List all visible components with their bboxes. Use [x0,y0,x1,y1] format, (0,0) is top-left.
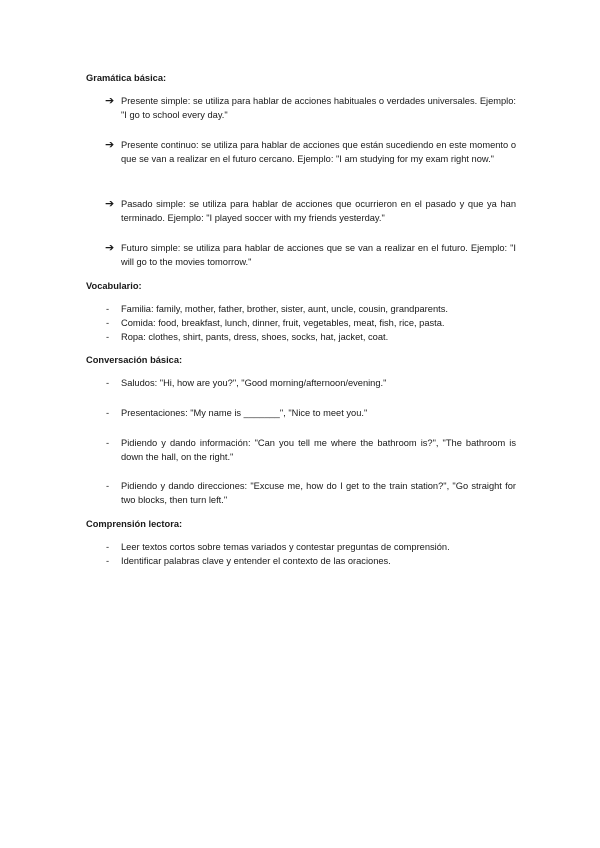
vocabulary-item-text: Ropa: clothes, shirt, pants, dress, shoes, socks, hat, jacket, coat. [121,332,389,342]
dash-bullet: - [106,556,110,566]
conversation-heading: Conversación básica: [86,355,183,365]
arrow-bullet-icon: ➔ [105,139,115,151]
conversation-item-text: Pidiendo y dando información: "Can you tell me where the bathroom is?", "The bathroom is down the hall, on the right." [121,438,516,462]
vocabulary-item-text: Comida: food, breakfast, lunch, dinner, fruit, vegetables, meat, fish, rice, pasta. [121,318,445,328]
vocabulary-heading: Vocabulario: [86,281,142,291]
grammar-heading: Gramática básica: [86,73,167,83]
reading-heading: Comprensión lectora: [86,519,183,529]
dash-bullet: - [106,408,110,418]
reading-item-text: Identificar palabras clave y entender el contexto de las oraciones. [121,556,391,566]
arrow-bullet-icon: ➔ [105,242,115,254]
dash-bullet: - [106,304,110,314]
arrow-bullet-icon: ➔ [105,95,115,107]
dash-bullet: - [106,481,110,491]
grammar-item-text: Pasado simple: se utiliza para hablar de acciones que ocurrieron en el pasado y que ya han terminado. Ejemplo: "I played soccer with my friends yesterday." [121,199,516,223]
conversation-item-text: Pidiendo y dando direcciones: "Excuse me, how do I get to the train station?", "Go straight for two blocks, then turn left." [121,481,516,505]
vocabulary-item-text: Familia: family, mother, father, brother, sister, aunt, uncle, cousin, grandparents. [121,304,448,314]
grammar-item-text: Futuro simple: se utiliza para hablar de acciones que se van a realizar en el futuro. Ejemplo: "I will go to the movies tomorrow." [121,243,516,267]
dash-bullet: - [106,318,110,328]
dash-bullet: - [106,378,110,388]
dash-bullet: - [106,438,110,448]
reading-item-text: Leer textos cortos sobre temas variados y contestar preguntas de comprensión. [121,542,450,552]
conversation-item-text: Saludos: "Hi, how are you?", "Good morning/afternoon/evening." [121,378,387,388]
dash-bullet: - [106,332,110,342]
conversation-item-text: Presentaciones: "My name is _______", "Nice to meet you." [121,408,368,418]
arrow-bullet-icon: ➔ [105,198,115,210]
grammar-item-text: Presente simple: se utiliza para hablar de acciones habituales o verdades universales. Ejemplo: "I go to school every day." [121,96,516,120]
dash-bullet: - [106,542,110,552]
grammar-item-text: Presente continuo: se utiliza para hablar de acciones que están sucediendo en este momento o que se van a realizar en el futuro cercano. Ejemplo: "I am studying for my exam right now." [121,140,516,164]
